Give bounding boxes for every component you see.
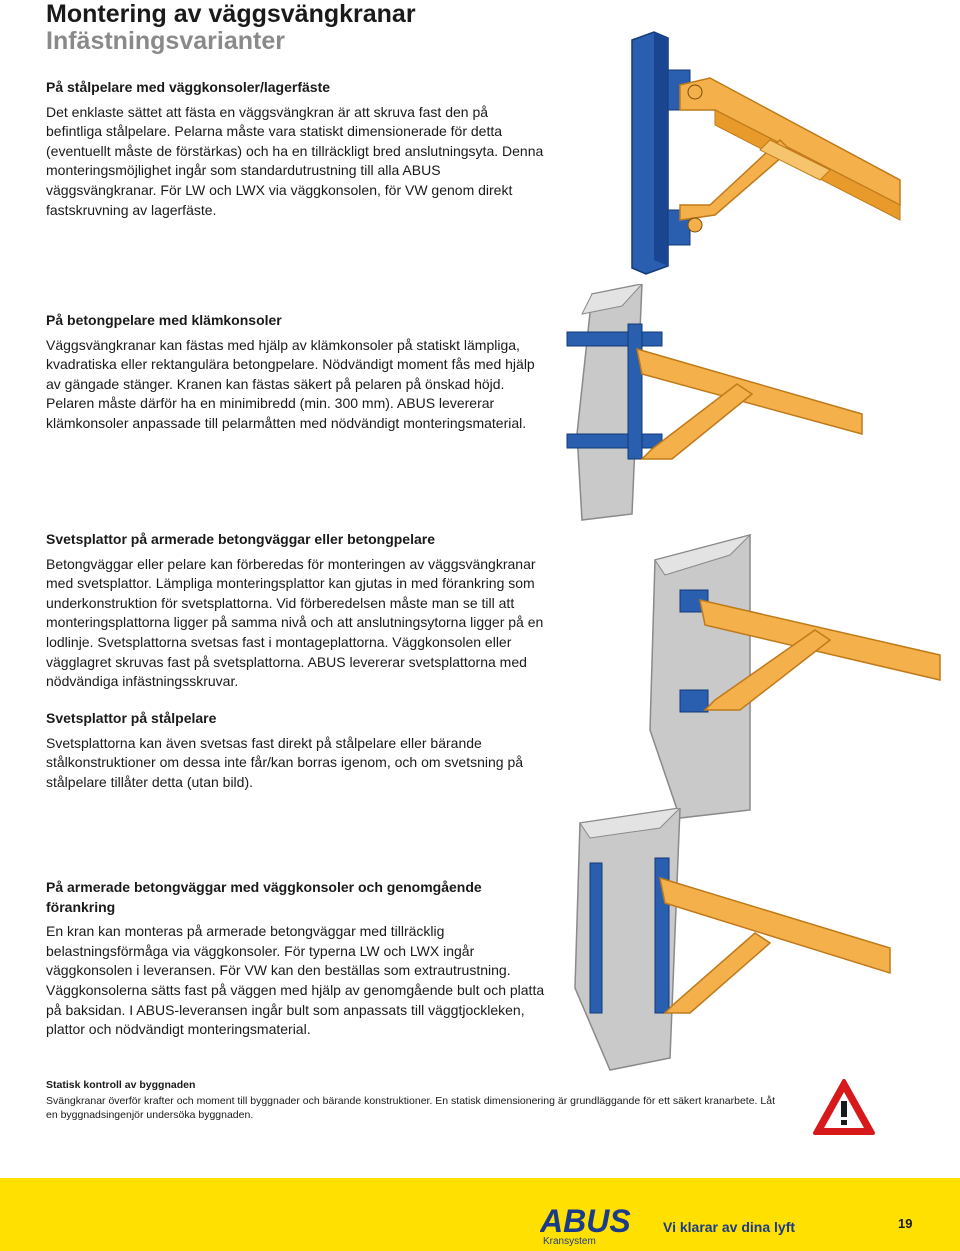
section-weld-plates-concrete (46, 530, 546, 692)
section-heading: Svetsplattor på stålpelare (46, 710, 217, 726)
page-number: 19 (898, 1216, 913, 1231)
section-heading: Svetsplattor på armerade betongväggar eller betongpelare (46, 531, 436, 547)
section-body: En kran kan monteras på armerade betongväggar med tillräcklig belastningsförmåga via väggkonsoler. För typerna LW och LWX ingår väggkonsolen i leveransen. För VW kan den beställas som extrautrustning. Väggkonsolerna sätts fast på väggen med hjälp av genomgående bult och platta på baksidan. I ABUS-leveransen ingår bult som anpassats till väggtjockleken, plattor och nödvändigt monteringsmaterial. (46, 923, 545, 1038)
svg-text:ABUS: ABUS (540, 1206, 631, 1236)
note-body: Svängkranar överför krafter och moment till byggnader och bärande konstruktioner. En statisk dimensionering är grundläggande för ett säkert kranarbete. Låt en byggnadsingenjör undersöka byggnaden. (46, 1095, 775, 1121)
slogan: Vi klarar av dina lyft (663, 1219, 796, 1235)
steel-pillar-crane-illustration (620, 30, 920, 275)
section-heading: På armerade betongväggar med väggkonsoler och genomgående förankring (46, 879, 482, 915)
page-title: Montering av väggsvängkranar (46, 0, 416, 28)
static-check-note (46, 1078, 786, 1122)
section-body: Det enklaste sättet att fästa en väggsvängkran är att skruva fast den på befintliga stålpelare. Pelarna måste vara statiskt dimensionerade för detta (eventuellt måste de förstärkas) och ha en tillräckligt bred anslutningsyta. Denna monteringsmöjlighet ingår som standardutrustning till alla ABUS väggsvängkranar. För LW och LWX via väggkonsolen, för VW genom direkt fastskruvning av lagerfäste. (46, 103, 544, 218)
section-concrete-pillar (46, 311, 546, 434)
concrete-pillar-crane-illustration (562, 284, 892, 524)
abus-logo (540, 1206, 660, 1236)
concrete-wall-through-anchoring-illustration (560, 808, 910, 1073)
concrete-wall-weld-plate-illustration (640, 530, 960, 820)
section-weld-plates-steel (46, 709, 546, 792)
section-through-anchoring (46, 878, 546, 1040)
section-steel-pillar (46, 78, 546, 220)
section-body: Svetsplattorna kan även svetsas fast direkt på stålpelare eller bärande stålkonstruktioner om dessa inte får/kan borras igenom, och om svetsning på stålpelare tillåter detta (utan bild). (46, 734, 524, 790)
note-heading: Statisk kontroll av byggnaden (46, 1079, 196, 1091)
section-heading: På stålpelare med väggkonsoler/lagerfäste (46, 79, 331, 95)
warning-triangle-icon (812, 1078, 876, 1136)
brand-subtitle: Kransystem (543, 1236, 596, 1247)
page-subtitle: Infästningsvarianter (46, 27, 285, 55)
section-heading: På betongpelare med klämkonsoler (46, 312, 282, 328)
section-body: Väggsvängkranar kan fästas med hjälp av klämkonsoler på statiskt lämpliga, kvadratiska eller rektangulära betongpelare. Nödvändigt moment fås med hjälp av gängade stänger. Kranen kan fästas säkert på pelaren på önskad höjd. Pelaren måste därför ha en minimibredd (min. 300 mm). ABUS levererar klämkonsoler anpassade till pelarmåtten med nödvändigt monteringsmaterial. (46, 336, 535, 431)
footer-band (0, 1178, 960, 1251)
section-body: Betongväggar eller pelare kan förberedas för monteringen av väggsvängkranar med svetsplattor. Lämpliga monteringsplattor kan gjutas in med förankring som underkonstruktion för svetsplattorna. Vid förberedelsen måste man se till att monteringsplattorna ligger på samma nivå och att anslutningsytorna ligger på en lodlinje. Svetsplattorna svetsas fast i montageplattorna. Väggkonsolen eller vägglagret skruvas fast på svetsplattorna. ABUS levererar svetsplattorna med nödvändiga infästningsskruvar. (46, 555, 544, 690)
